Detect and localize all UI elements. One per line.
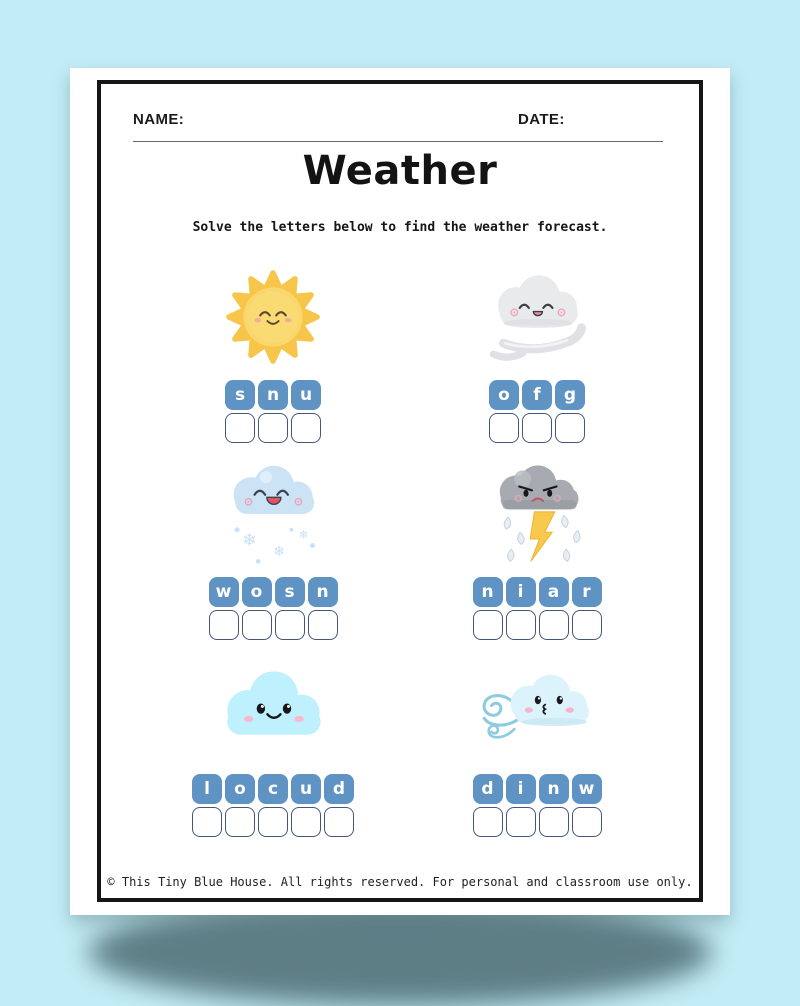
worksheet-paper [70, 68, 730, 915]
scrambled-letters [471, 577, 603, 607]
answer-box [258, 413, 288, 443]
puzzle-grid [101, 266, 699, 837]
answer-box [473, 807, 503, 837]
answer-box [308, 610, 338, 640]
answer-boxes [488, 413, 587, 443]
cloud-icon [212, 660, 334, 762]
scrambled-letters [488, 380, 587, 410]
name-label: NAME: [133, 111, 185, 128]
answer-box [539, 610, 569, 640]
letter-tile: a [539, 577, 569, 607]
answer-box [291, 413, 321, 443]
letter-tile: i [506, 774, 536, 804]
answer-box [209, 610, 239, 640]
rain-icon [482, 463, 592, 565]
answer-box [522, 413, 552, 443]
answer-box [258, 807, 288, 837]
letter-tile: d [324, 774, 354, 804]
scrambled-letters [207, 577, 339, 607]
letter-tile: l [192, 774, 222, 804]
letter-tile: u [291, 774, 321, 804]
fog-icon [478, 266, 596, 368]
svg-text:❄: ❄ [242, 530, 257, 550]
letter-tile: u [291, 380, 321, 410]
letter-tile: n [539, 774, 569, 804]
answer-box [225, 413, 255, 443]
puzzle-cell-rain [471, 463, 603, 640]
puzzle-cell-sun [224, 266, 323, 443]
answer-box [506, 807, 536, 837]
letter-tile: o [242, 577, 272, 607]
letter-tile: n [473, 577, 503, 607]
answer-boxes [471, 807, 603, 837]
answer-boxes [191, 807, 356, 837]
answer-box [539, 807, 569, 837]
letter-tile: w [572, 774, 602, 804]
snow-icon [216, 463, 330, 565]
scrambled-letters [191, 774, 356, 804]
answer-box [242, 610, 272, 640]
sun-icon [225, 266, 321, 368]
worksheet-border [97, 80, 703, 902]
letter-tile: w [209, 577, 239, 607]
answer-box [572, 807, 602, 837]
letter-tile: n [308, 577, 338, 607]
answer-box [489, 413, 519, 443]
letter-tile: f [522, 380, 552, 410]
answer-boxes [224, 413, 323, 443]
puzzle-cell-cloud [191, 660, 356, 837]
answer-box [473, 610, 503, 640]
letter-tile: r [572, 577, 602, 607]
letter-tile: d [473, 774, 503, 804]
answer-box [572, 610, 602, 640]
scrambled-letters [471, 774, 603, 804]
answer-box [324, 807, 354, 837]
puzzle-cell-snow [207, 463, 339, 640]
scrambled-letters [224, 380, 323, 410]
svg-text:❄: ❄ [273, 544, 286, 561]
answer-boxes [471, 610, 603, 640]
puzzle-cell-wind [471, 660, 603, 837]
instructions-text: Solve the letters below to find the weather forecast. [192, 220, 608, 235]
letter-tile: g [555, 380, 585, 410]
answer-box [225, 807, 255, 837]
letter-tile: s [225, 380, 255, 410]
answer-box [506, 610, 536, 640]
answer-box [555, 413, 585, 443]
letter-tile: o [489, 380, 519, 410]
letter-tile: i [506, 577, 536, 607]
letter-tile: c [258, 774, 288, 804]
puzzle-cell-fog [478, 266, 596, 443]
wind-icon [476, 660, 598, 762]
letter-tile: o [225, 774, 255, 804]
svg-text:❄: ❄ [298, 527, 309, 542]
letter-tile: n [258, 380, 288, 410]
date-label: DATE: [518, 111, 565, 128]
name-date-writing-line [133, 141, 663, 142]
page-title: Weather [302, 148, 498, 194]
copyright-text: © This Tiny Blue House. All rights reserved. For personal and classroom use only. [107, 875, 693, 889]
answer-box [291, 807, 321, 837]
answer-box [192, 807, 222, 837]
answer-box [275, 610, 305, 640]
letter-tile: s [275, 577, 305, 607]
answer-boxes [207, 610, 339, 640]
